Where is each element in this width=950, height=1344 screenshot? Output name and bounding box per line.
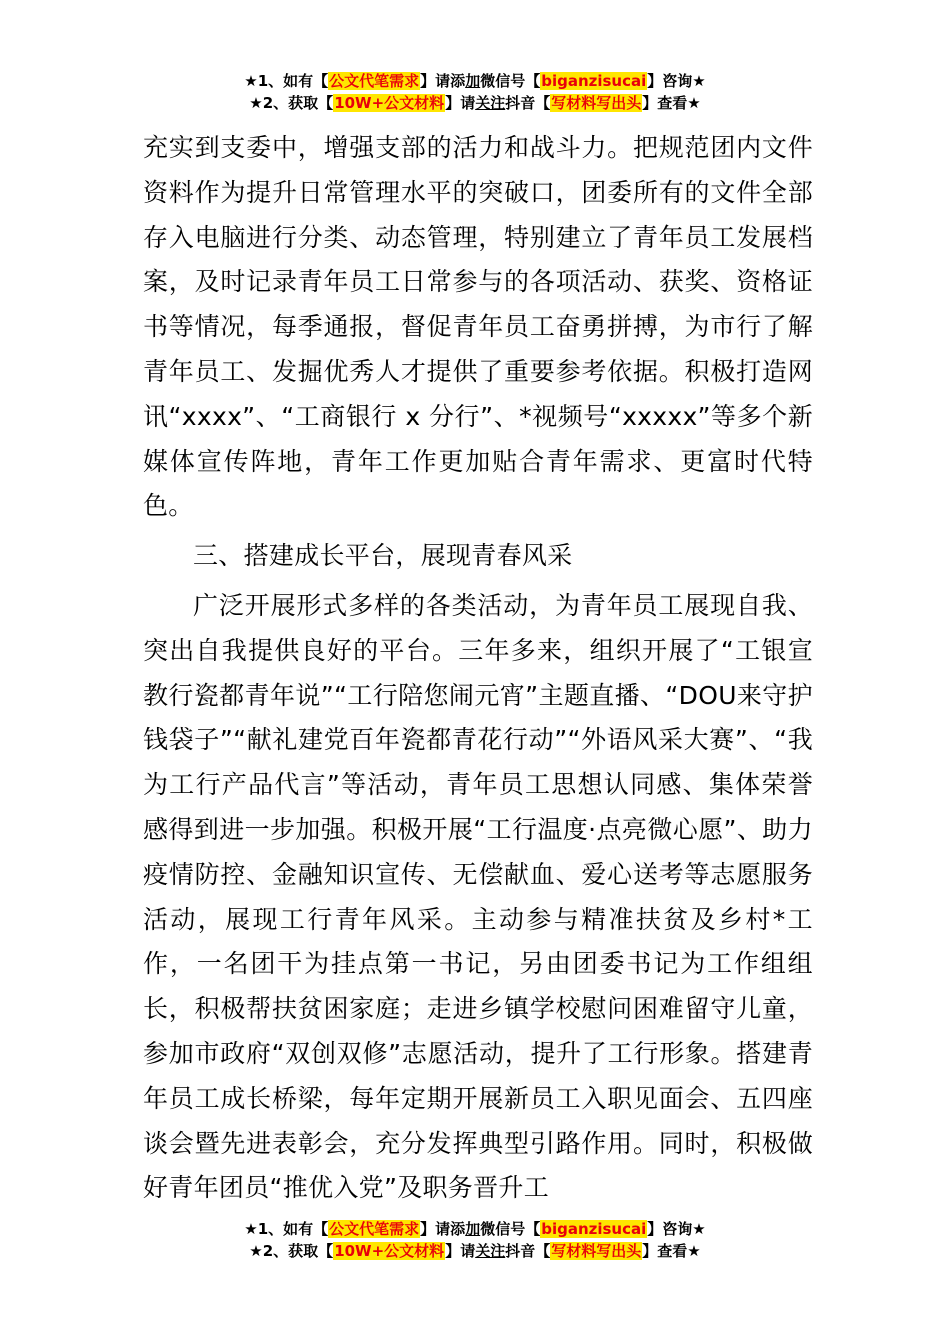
bottom-banner	[0, 1218, 950, 1262]
banner-text: ★1、如有【	[244, 1220, 329, 1238]
banner-text: ★1、如有【	[244, 72, 329, 90]
section-heading: 三、搭建成长平台，展现青春风采	[193, 541, 573, 571]
banner-emphasis: 加	[465, 72, 481, 90]
paragraph-2: 广泛开展形式多样的各类活动，为青年员工展现自我、突出自我提供良好的平台。三年多来，组织开展了“工银宣教行瓷都青年说”“工行陪您闹元宵”主题直播、“DOU来守护钱袋子”“献礼建党百年瓷都青花行动”“外语风采大赛”、“我为工行产品代言”等活动，青年员工思想认同感、集体荣誉感得到进一步加强。积极开展“工行温度·点亮微心愿”、助力疫情防控、金融知识宣传、无偿献血、爱心送考等志愿服务活动，展现工行青年风采。主动参与精准扶贫及乡村*工作，一名团干为挂点第一书记，另由团委书记为工作组组长，积极帮扶贫困家庭；走进乡镇学校慰问困难留守儿童，参加市政府“双创双修”志愿活动，提升了工行形象。搭建青年员工成长桥梁，每年定期开展新员工入职见面会、五四座谈会暨先进表彰会，充分发挥典型引路作用。同时，积极做好青年团员“推优入党”及职务晋升工	[143, 590, 813, 1203]
banner-emphasis: 加	[465, 1220, 481, 1238]
banner-text: ★2、获取【	[249, 1242, 334, 1260]
banner-text: 】查看★	[642, 1242, 701, 1260]
banner-text: 】请添	[420, 1220, 466, 1238]
banner-line-2	[0, 92, 950, 114]
banner-highlight: biganzisucai	[541, 72, 647, 90]
paragraph-1: 充实到支委中，增强支部的活力和战斗力。把规范团内文件资料作为提升日常管理水平的突破口，团委所有的文件全部存入电脑进行分类、动态管理，特别建立了青年员工发展档案，及时记录青年员工日常参与的各项活动、获奖、资格证书等情况，每季通报，督促青年员工奋勇拼搏，为市行了解青年员工、发掘优秀人才提供了重要参考依据。积极打造网讯“xxxx”、“工商银行 x 分行”、*视频号“xxxxx”等多个新媒体宣传阵地，青年工作更加贴合青年需求、更富时代特色。	[143, 133, 813, 521]
banner-text: 抖音【	[505, 1242, 551, 1260]
banner-line-1	[0, 70, 950, 92]
banner-text: 抖音【	[505, 94, 551, 112]
banner-line-1	[0, 1218, 950, 1240]
banner-text: 】请添	[420, 72, 466, 90]
banner-text: ★2、获取【	[249, 94, 334, 112]
banner-emphasis: 关注	[475, 94, 506, 112]
banner-text: 】请	[445, 1242, 476, 1260]
banner-emphasis: 关注	[475, 1242, 506, 1260]
banner-highlight: 公文代笔需求	[329, 72, 420, 90]
banner-text: 】查看★	[642, 94, 701, 112]
banner-highlight: 写材料写出头	[551, 1242, 642, 1260]
document-body	[143, 126, 813, 1211]
banner-highlight: biganzisucai	[541, 1220, 647, 1238]
banner-text: 】咨询★	[647, 1220, 706, 1238]
banner-highlight: 写材料写出头	[551, 94, 642, 112]
banner-highlight: 10W+公文材料	[334, 1242, 445, 1260]
banner-text: 】请	[445, 94, 476, 112]
banner-text: 微信号【	[480, 1220, 541, 1238]
banner-line-2	[0, 1240, 950, 1262]
banner-highlight: 公文代笔需求	[329, 1220, 420, 1238]
top-banner	[0, 70, 950, 114]
banner-text: 】咨询★	[647, 72, 706, 90]
banner-text: 微信号【	[480, 72, 541, 90]
banner-highlight: 10W+公文材料	[334, 94, 445, 112]
